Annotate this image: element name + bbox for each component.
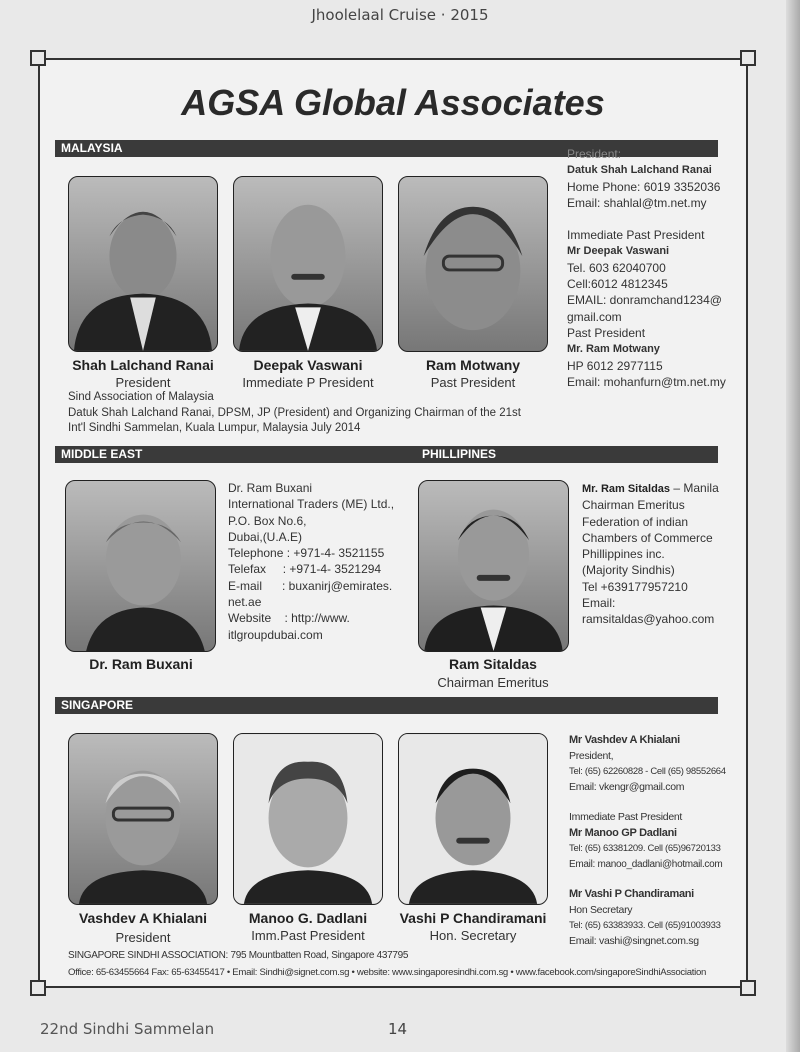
photo-manoo-dadlani (233, 733, 383, 905)
contact-line: Tel: (65) 63383933. Cell (65)91003933 (569, 920, 721, 931)
contact-line: – Manila (670, 481, 719, 495)
frame-corner (30, 50, 46, 66)
section-bar-singapore: SINGAPORE (55, 697, 718, 714)
contact-line: President, (569, 749, 614, 762)
contact-name: Mr. Ram Sitaldas (582, 483, 671, 495)
contact-line: P.O. Box No.6, (228, 513, 307, 528)
running-header: Jhoolelaal Cruise · 2015 (311, 6, 489, 24)
contact-line: Tel +639177957210 (582, 579, 688, 594)
contact-line: Website : http://www. (228, 611, 350, 626)
contact-email: Email: vkengr@gmail.com (569, 780, 685, 793)
person-name: Ram Sitaldas (449, 656, 537, 672)
page-number: 14 (388, 1020, 408, 1038)
contact-line: International Traders (ME) Ltd., (228, 497, 395, 512)
person-name: Vashdev A Khialani (78, 910, 208, 926)
section-bar-philippines: PHILLIPINES (400, 446, 718, 463)
contact-line: Federation of indian (582, 514, 689, 529)
person-name: Dr. Ram Buxani (89, 656, 193, 672)
org-name: Sind Association of Malaysia (68, 391, 214, 403)
person-name: Ram Motwany (425, 357, 521, 373)
contact-line: Home Phone: 6019 3352036 (567, 179, 721, 194)
singapore-contacts (569, 733, 749, 949)
contact-line: Cell:6012 4812345 (567, 277, 668, 292)
contact-email: gmail.com (567, 309, 622, 324)
contact-line: Tel. 603 62040700 (567, 260, 666, 275)
frame-corner (740, 50, 756, 66)
contact-line: Immediate Past President (569, 811, 683, 823)
contact-name: Mr Vashi P Chandiramani (569, 888, 694, 900)
contact-line: Tel: (65) 62260828 - Cell (65) 98552664 (569, 766, 726, 777)
person-name: Vashi P Chandiramani (399, 910, 547, 926)
contact-line: Past President (567, 325, 646, 340)
contact-line: Telefax : +971-4- 3521294 (228, 562, 382, 577)
person-role: Hon. Secretary (429, 928, 517, 943)
contact-name: Mr Manoo GP Dadlani (569, 826, 677, 839)
person-name: Manoo G. Dadlani (248, 910, 368, 926)
photo-ram-buxani (65, 480, 216, 652)
person-name: Deepak Vaswani (253, 357, 363, 373)
contact-line: Telephone : +971-4- 3521155 (228, 546, 385, 561)
note-line: Datuk Shah Lalchand Ranai, DPSM, JP (President) and Organizing Chairman of the 21st (68, 406, 522, 419)
section-bar-middle-east: MIDDLE EAST (55, 446, 400, 463)
person-role: Past President (430, 375, 516, 390)
contact-line: (Majority Sindhis) (582, 563, 675, 578)
contact-email: Email: vashi@singnet.com.sg (569, 934, 699, 947)
contact-line: Chairman Emeritus (582, 498, 685, 513)
person-role: President (115, 375, 171, 390)
person-role: President (115, 930, 171, 945)
singapore-contact-footer: Office: 65-63455664 Fax: 65-63455417 • Email: Sindhi@signet.com.sg • website: www.singaporesindhi.com.sg • www.facebook.com/singaporeSindhiAssociation (68, 967, 707, 978)
contact-name: Datuk Shah Lalchand Ranai (567, 164, 712, 177)
contact-line: net.ae (228, 595, 262, 610)
philippines-contacts (582, 480, 747, 628)
contact-line: Email: (582, 596, 616, 611)
photo-shah-lalchand-ranai (68, 176, 218, 352)
person-name: Shah Lalchand Ranai (72, 357, 214, 373)
contact-line: Dubai,(U.A.E) (228, 529, 303, 544)
singapore-address: SINGAPORE SINDHI ASSOCIATION: 795 Mountbatten Road, Singapore 437795 (68, 950, 409, 961)
contact-email: ramsitaldas@yahoo.com (582, 612, 715, 627)
frame-corner (30, 980, 46, 996)
contact-name: Mr. Ram Motwany (567, 343, 660, 356)
note-line: Int'l Sindhi Sammelan, Kuala Lumpur, Malaysia July 2014 (68, 422, 361, 434)
person-role: Imm.Past President (251, 928, 365, 943)
malaysia-contacts (567, 147, 747, 390)
photo-ram-motwany (398, 176, 548, 352)
middle-east-contacts (228, 480, 408, 643)
photo-vashi-chandiramani (398, 733, 548, 905)
contact-email: Email: manoo_dadlani@hotmail.com (569, 858, 723, 870)
malaysia-notes (68, 390, 568, 437)
contact-line: President: (567, 147, 622, 161)
contact-email: EMAIL: donramchand1234@ (567, 293, 722, 308)
section-bar-malaysia: MALAYSIA (55, 140, 718, 157)
page-footer: 22nd Sindhi Sammelan (40, 1020, 215, 1038)
contact-email: Email: mohanfurn@tm.net.my (567, 374, 726, 389)
page-title: AGSA Global Associates (181, 82, 605, 123)
person-role: Chairman Emeritus (437, 675, 549, 690)
contact-line: Dr. Ram Buxani (228, 481, 313, 495)
contact-line: Tel: (65) 63381209. Cell (65)96720133 (569, 843, 721, 854)
photo-vashdev-khialani (68, 733, 218, 905)
contact-line: Hon Secretary (569, 903, 633, 916)
person-role: Immediate P President (242, 375, 374, 390)
frame-corner (740, 980, 756, 996)
photo-deepak-vaswani (233, 176, 383, 352)
contact-line: E-mail : buxanirj@emirates. (228, 578, 393, 593)
contact-line: Chambers of Commerce (582, 530, 713, 545)
contact-line: itlgroupdubai.com (228, 627, 323, 642)
contact-line: Phillippines inc. (582, 547, 665, 562)
contact-email: Email: shahlal@tm.net.my (567, 195, 707, 210)
photo-ram-sitaldas (418, 480, 569, 652)
contact-name: Mr Vashdev A Khialani (569, 734, 680, 746)
contact-line: HP 6012 2977115 (567, 358, 663, 373)
contact-line: Immediate Past President (567, 228, 705, 243)
page-spine-shadow (786, 0, 800, 1052)
contact-name: Mr Deepak Vaswani (567, 245, 670, 258)
